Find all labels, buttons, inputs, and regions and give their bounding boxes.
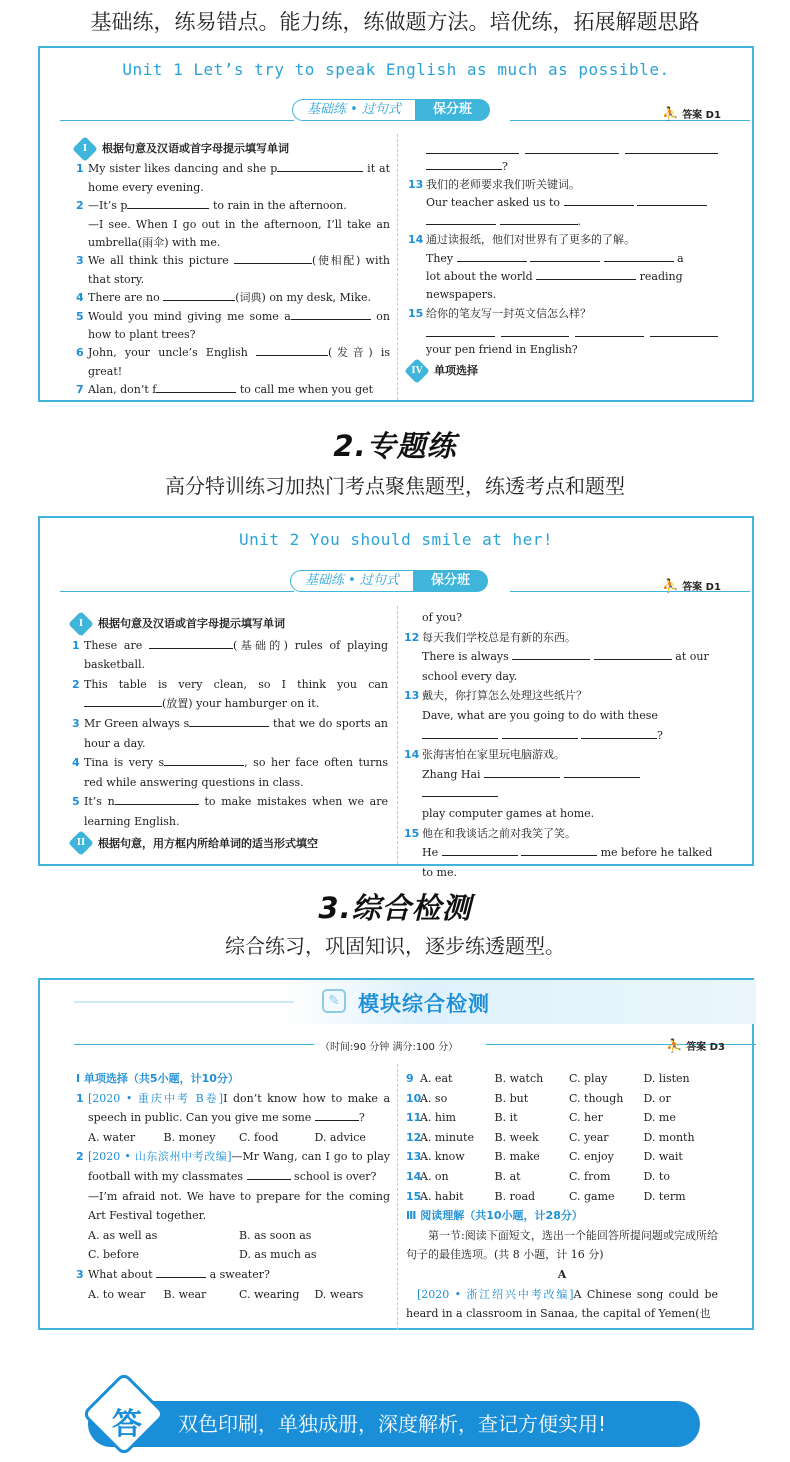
question-1: 1 [2020 • 重庆中考 B卷]I don’t know how to make a speech in public. Can you give me some ? [76, 1091, 391, 1125]
section-1-heading: I 根据句意及汉语或首字母提示填写单词 [76, 140, 390, 158]
question-5: 5 Would you mind giving me some a on how to plant trees? [76, 309, 390, 342]
section-2-heading: II 根据句意，用方框内所给单词的适当形式填空 [72, 834, 388, 854]
runner-icon: ⛹ [662, 579, 679, 594]
passage-label: A [557, 1267, 567, 1281]
options-2b: C. before D. as much as [88, 1248, 317, 1262]
sample-page-unit1 [38, 46, 754, 402]
banner-right-label: 保分班 [413, 570, 488, 592]
section-badge-icon: II [68, 831, 93, 856]
section-badge-icon: I [72, 136, 97, 161]
banner-right-label: 保分班 [415, 99, 490, 121]
question-14: 14 张海害怕在家里玩电脑游戏。 [404, 748, 565, 762]
question-2: 2 [2020 • 山东滨州中考改编]—Mr Wang, can I go to play football with my classmates school is over? —I’m afraid not. We have to prepare for the coming Art Festival together. [76, 1150, 390, 1223]
section-badge-icon: IV [404, 358, 429, 383]
runner-icon: ⛹ [662, 107, 679, 122]
headline: 基础练，练易错点。能力练，练做题方法。培优练，拓展解题思路 [90, 10, 700, 34]
question-3: 3 Mr Green always s that we do sports an hour a day. [72, 716, 389, 750]
question-3: 3 What about a sweater? [76, 1267, 270, 1281]
options-15: 15 A. habit B. road C. game D. term [406, 1189, 686, 1203]
right-column: ? 13 我们的老师要求我们听关键词。 Our teacher asked us to . 14 通过读报纸，他们对世界有了更多的了解。 They a lot about the world reading newspapers. 15 给你的笔友写一封英文信怎么样？ your pen friend in English? IV 单项选择 [408, 140, 718, 382]
options-11: 11 A. him B. it C. her D. me [406, 1111, 676, 1125]
part1-instructions: 第一节:阅读下面短文，选出一个能回答所提问题或完成所给句子的最佳选项。(共 8 小题，计 16 分) [406, 1228, 718, 1262]
answer-char: 答 [112, 1407, 142, 1442]
right-column [406, 1069, 718, 1324]
question-13: 13 戴夫，你打算怎么处理这些纸片？ [404, 689, 587, 703]
module-title: 模块综合检测 [358, 992, 490, 1016]
options-13: 13 A. know B. make C. enjoy D. wait [406, 1150, 683, 1164]
section3-title: 3.综合检测 [318, 891, 472, 925]
question-1: 1 These are (基础的) rules of playing basketball. [72, 638, 388, 672]
question-14: 14 通过读报纸，他们对世界有了更多的了解。 [408, 233, 635, 247]
question-13: 13 我们的老师要求我们听关键词。 [408, 178, 580, 191]
section3-subtitle: 综合练习，巩固知识，逐步练透题型。 [225, 934, 565, 958]
question-15: 15 他在和我谈话之前对我笑了笑。 [404, 826, 576, 840]
options-14: 14 A. on B. at C. from D. to [406, 1169, 670, 1183]
options-3: A. to wear B. wear C. wearing D. wears [88, 1287, 364, 1301]
answer-13: Dave, what are you going to do with these ? [422, 708, 663, 742]
right-column: of you? 12 每天我们学校总是有新的东西。 There is always at our school every day. 13 戴夫，你打算怎么处理这些纸片？ Dave, what are you going to do with these ? 14 张海害怕在家里玩电脑游戏。 Zhang Hai play computer games at home. 15 他在和我谈话之前对我笑了笑。 He me before he talked to me. [404, 608, 716, 882]
question-12: 12 每天我们学校总是有新的东西。 [404, 630, 576, 644]
section-1-heading: Ⅰ 单项选择（共5小题，计10分） [76, 1072, 239, 1085]
section2-subtitle: 高分特训练习加热门考点聚焦题型，练透考点和题型 [165, 474, 625, 498]
answer-13: Our teacher asked us to . [408, 194, 718, 231]
options-12: 12 A. minute B. week C. year D. month [406, 1130, 695, 1144]
left-column [76, 138, 390, 400]
runner-icon: ⛹ [666, 1039, 683, 1054]
passage: [2020 • 浙江绍兴中考改编]A Chinese song could be heard in a classroom in Sanaa, the capital of Yemen(也 [406, 1287, 718, 1321]
sample-page-module-test [38, 978, 754, 1330]
module-icon: ✎ [322, 989, 346, 1013]
exam-info: （时间:90 分钟 满分:100 分） [320, 1042, 459, 1053]
sample-page-unit2 [38, 516, 754, 879]
options-9: 9 A. eat B. watch C. play D. listen [406, 1072, 690, 1085]
left-column [76, 1069, 390, 1304]
question-7: 7 Alan, don’t f to call me when you get [76, 383, 374, 397]
section-1-heading: I 根据句意及汉语或首字母提示填写单词 [72, 614, 388, 634]
question-1: 1 My sister likes dancing and she p it at home every evening. [76, 162, 390, 194]
question-3: 3 We all think this picture (使相配) with that story. [76, 254, 390, 286]
section-3-heading: Ⅲ 阅读理解（共10小题，计28分） [406, 1209, 583, 1223]
question-15: 15 给你的笔友写一封英文信怎么样？ [408, 306, 591, 320]
answer-ref: ⛹ 答案 D1 [662, 579, 721, 594]
section-banner [292, 99, 490, 121]
feature-bar: 双色印刷，单独成册，深度解析，查记方便实用! [88, 1401, 700, 1447]
question-5: 5 It’s n to make mistakes when we are learning English. [72, 795, 388, 828]
options-10: 10 A. so B. but C. though D. or [406, 1091, 671, 1105]
section-4-heading: IV 单项选择 [408, 362, 718, 380]
question-2: 2 This table is very clean, so I think you can (放置) your hamburger on it. [72, 677, 388, 711]
answer-ref: ⛹ 答案 D3 [666, 1039, 725, 1054]
answer-ref: ⛹ 答案 D1 [662, 107, 721, 122]
answer-12: There is always at our school every day. [422, 650, 709, 683]
options-2a: A. as well as B. as soon as [88, 1228, 312, 1242]
unit-title: Unit 2 You should smile at her! [238, 530, 554, 549]
left-column [72, 612, 388, 855]
question-4: 4 There are no (词典) on my desk, Mike. [76, 291, 371, 305]
question-2: 2 —It’s p to rain in the afternoon. —I see. When I go out in the afternoon, I’ll take an umbrella(雨伞) with me. [76, 199, 390, 250]
answer-15: He me before he talked to me. [422, 846, 713, 879]
banner-left-label: 基础练 • 过句式 [290, 570, 413, 592]
answer-14: Zhang Hai play computer games at home. [404, 765, 716, 824]
answer-14: They a lot about the world reading newspapers. [426, 251, 684, 302]
banner-left-label: 基础练 • 过句式 [292, 99, 415, 121]
question-6: 6 John, your uncle’s English (发音) is great! [76, 346, 391, 378]
unit-title: Unit 1 Let’s try to speak English as much as possible. [122, 60, 670, 79]
options-1: A. water B. money C. food D. advice [88, 1130, 366, 1144]
section-banner [290, 570, 488, 592]
question-4: 4 Tina is very s , so her face often turns red while answering questions in class. [72, 756, 388, 789]
section2-title: 2.专题练 [333, 429, 457, 463]
section-badge-icon: I [68, 611, 93, 636]
